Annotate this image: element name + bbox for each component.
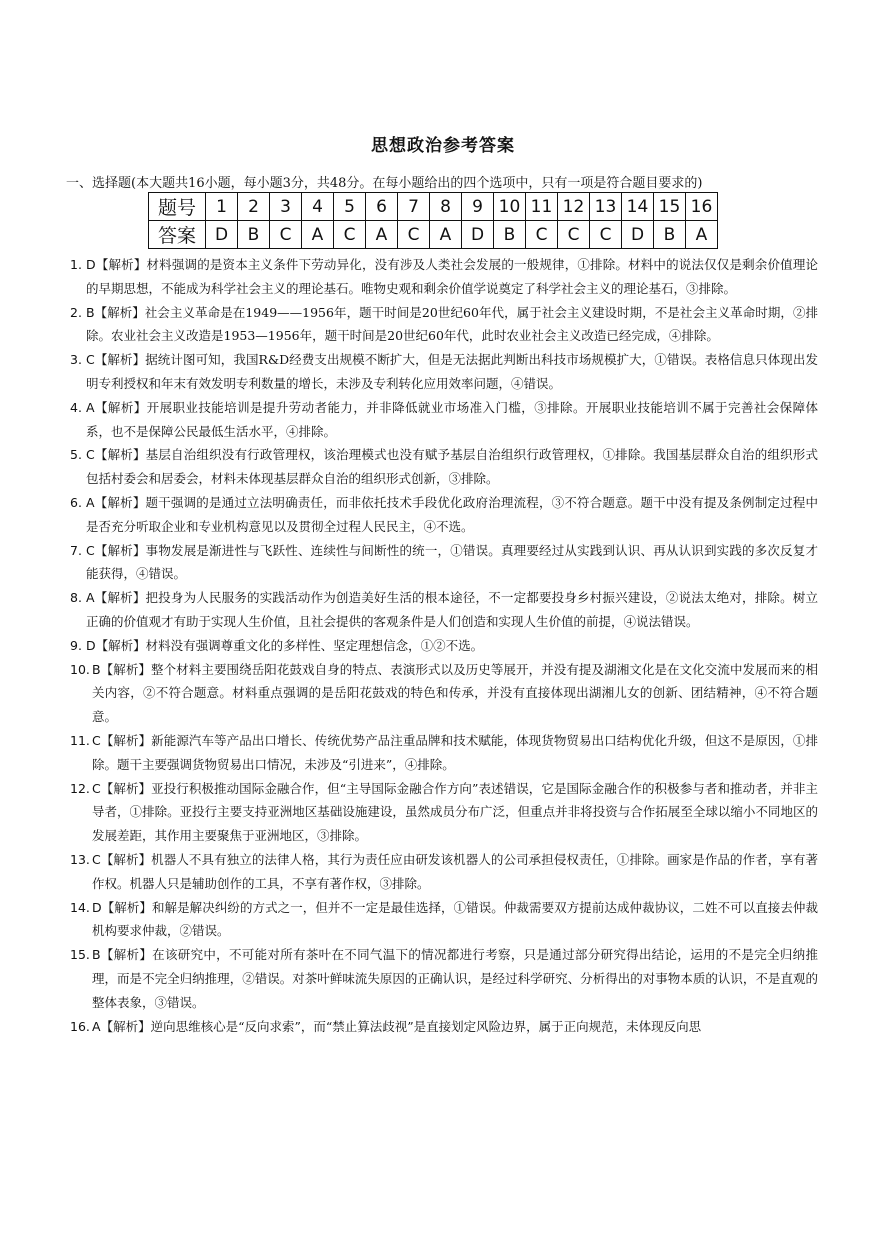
explanation-item — [70, 943, 818, 1014]
item-answer: B — [92, 661, 101, 677]
answer-cell: C — [558, 221, 590, 249]
question-number-cell: 11 — [526, 193, 558, 221]
answer-cell: A — [686, 221, 718, 249]
item-text: 【解析】逆向思维核心是“反向求索”，而“禁止算法歧视”是直接划定风险边界，属于正向规范，未体现反向思 — [100, 1018, 702, 1034]
question-number-cell: 1 — [206, 193, 238, 221]
item-number: 12. — [70, 780, 90, 796]
item-answer: A — [86, 399, 95, 415]
question-number-cell: 6 — [366, 193, 398, 221]
question-number-cell: 13 — [590, 193, 622, 221]
item-number: 11. — [70, 732, 90, 748]
item-text: 【解析】在该研究中，不可能对所有茶叶在不同气温下的情况都进行考察，只是通过部分研究得出结论，运用的不是完全归纳推理，而是不完全归纳推理，②错误。对茶叶鲜味流失原因的正确认识，是经过科学研究、分析得出的对事物本质的认识，不是直观的整体表象，③错误。 — [92, 947, 818, 1010]
row-header-number: 题号 — [149, 193, 206, 221]
item-text: 【解析】亚投行积极推动国际金融合作，但“主导国际金融合作方向”表述错误，它是国际金融合作的积极参与者和推动者，并非主导者，①排除。亚投行主要支持亚洲地区基础设施建设，虽然成员分布广泛，但重点并非将投资与合作拓展至全球以缩小不同地区的发展差距，其作用主要聚焦于亚洲地区，③排除。 — [92, 780, 818, 844]
item-answer: C — [92, 732, 101, 748]
question-number-cell: 14 — [622, 193, 654, 221]
item-answer: D — [86, 637, 96, 653]
question-number-cell: 16 — [686, 193, 718, 221]
explanation-item — [70, 443, 818, 491]
answer-cell: B — [238, 221, 270, 249]
item-answer: D — [86, 257, 96, 272]
section-heading: 一、选择题(本大题共16小题，每小题3分，共48分。在每小题给出的四个选项中，只有一项是符合题目要求的) — [66, 176, 703, 191]
item-number: 4. — [70, 399, 82, 415]
answer-cell: D — [462, 221, 494, 249]
item-answer: C — [92, 851, 101, 867]
item-number: 3. — [70, 352, 82, 368]
item-answer: B — [92, 947, 101, 963]
explanation-item — [70, 348, 818, 396]
explanation-item — [70, 539, 818, 587]
question-number-row — [149, 193, 718, 221]
question-number-cell: 9 — [462, 193, 494, 221]
item-text: 【解析】社会主义革命是在1949——1956年，题干时间是20世纪60年代，属于社会主义建设时期，不是社会主义革命时期，②排除。农业社会主义改造是1953—1956年，题干时间是20世纪60年代，此时农业社会主义改造已经完成，④排除。 — [86, 304, 818, 344]
item-number: 14. — [70, 899, 90, 915]
item-answer: A — [92, 1018, 101, 1034]
item-number: 15. — [70, 947, 90, 963]
item-text: 【解析】机器人不具有独立的法律人格，其行为责任应由研发该机器人的公司承担侵权责任，①排除。画家是作品的作者，享有著作权。机器人只是辅助创作的工具，不享有著作权，③排除。 — [92, 851, 818, 891]
explanation-item — [70, 729, 818, 777]
answer-cell: A — [302, 221, 334, 249]
question-number-cell: 2 — [238, 193, 270, 221]
explanation-item — [70, 396, 818, 444]
answer-cell: C — [590, 221, 622, 249]
answer-table — [148, 192, 718, 249]
item-number: 8. — [70, 590, 82, 606]
question-number-cell: 12 — [558, 193, 590, 221]
explanation-item — [70, 253, 818, 301]
item-answer: C — [86, 447, 95, 463]
answer-cell: C — [334, 221, 366, 249]
item-answer: C — [92, 780, 101, 796]
explanation-item — [70, 301, 818, 349]
answer-cell: A — [430, 221, 462, 249]
item-text: 【解析】题干强调的是通过立法明确责任，而非依托技术手段优化政府治理流程，③不符合题意。题干中没有提及条例制定过程中是否充分听取企业和专业机构意见以及贯彻全过程人民民主，④不选。 — [86, 494, 818, 534]
item-text: 【解析】材料没有强调尊重文化的多样性、坚定理想信念，①②不选。 — [95, 637, 484, 653]
answer-cell: D — [206, 221, 238, 249]
question-number-cell: 7 — [398, 193, 430, 221]
question-number-cell: 3 — [270, 193, 302, 221]
item-answer: A — [86, 590, 95, 606]
item-number: 10. — [70, 661, 90, 677]
question-number-cell: 10 — [494, 193, 526, 221]
item-text: 【解析】和解是解决纠纷的方式之一，但并不一定是最佳选择，①错误。仲裁需要双方提前达成仲裁协议，二姓不可以直接去仲裁机构要求仲裁，②错误。 — [92, 899, 818, 939]
answer-cell: B — [654, 221, 686, 249]
item-number: 6. — [70, 494, 82, 510]
item-text: 【解析】把投身为人民服务的实践活动作为创造美好生活的根本途径，不一定都要投身乡村振兴建设，②说法太绝对，排除。树立正确的价值观才有助于实现人生价值，且社会提供的客观条件是人们创造和实现人生价值的前提，④说法错误。 — [86, 590, 818, 629]
question-number-cell: 4 — [302, 193, 334, 221]
explanation-item — [70, 896, 818, 944]
item-number: 5. — [70, 447, 82, 463]
explanation-item — [70, 586, 818, 634]
item-text: 【解析】基层自治组织没有行政管理权，该治理模式也没有赋予基层自治组织行政管理权，①排除。我国基层群众自治的组织形式包括村委会和居委会，材料未体现基层群众自治的组织形式创新，③排除。 — [86, 447, 818, 487]
answer-cell: D — [622, 221, 654, 249]
answer-cell: A — [366, 221, 398, 249]
item-number: 7. — [70, 542, 82, 558]
answer-cell: C — [526, 221, 558, 249]
item-number: 16. — [70, 1018, 90, 1034]
page-title: 思想政治参考答案 — [371, 136, 515, 156]
answer-row — [149, 221, 718, 249]
row-header-answer: 答案 — [149, 221, 206, 249]
question-number-cell: 5 — [334, 193, 366, 221]
item-answer: B — [86, 304, 95, 320]
item-number: 1. — [70, 257, 82, 272]
explanation-item — [70, 491, 818, 539]
answer-cell: C — [398, 221, 430, 249]
item-number: 2. — [70, 304, 82, 320]
answer-cell: C — [270, 221, 302, 249]
item-text: 【解析】新能源汽车等产品出口增长、传统优势产品注重品牌和技术赋能，体现货物贸易出口结构优化升级，但这不是原因，①排除。题干主要强调货物贸易出口情况，未涉及“引进来”，④排除。 — [92, 732, 818, 772]
item-text: 【解析】据统计图可知，我国R&D经费支出规模不断扩大，但是无法据此判断出科技市场规模扩大，①错误。表格信息只体现出发明专利授权和年末有效发明专利数量的增长，未涉及专利转化应用效率问题，④错误。 — [86, 352, 818, 391]
question-number-cell: 8 — [430, 193, 462, 221]
explanation-item — [70, 848, 818, 896]
item-text: 【解析】材料强调的是资本主义条件下劳动异化，没有涉及人类社会发展的一般规律，①排除。材料中的说法仅仅是剩余价值理论的早期思想，不能成为科学社会主义的理论基石。唯物史观和剩余价值学说奠定了科学社会主义的理论基石，③排除。 — [86, 257, 818, 296]
item-answer: D — [92, 899, 102, 915]
item-answer: A — [86, 494, 95, 510]
item-text: 【解析】整个材料主要围绕岳阳花鼓戏自身的特点、表演形式以及历史等展开，并没有提及湖湘文化是在文化交流中发展而来的相关内容，②不符合题意。材料重点强调的是岳阳花鼓戏的特色和传承，并没有直接体现出湖湘儿女的创新、团结精神，④不符合题意。 — [92, 661, 818, 725]
item-number: 9. — [70, 637, 82, 653]
item-answer: C — [86, 542, 95, 558]
explanation-item — [70, 658, 818, 729]
explanation-item — [70, 1015, 818, 1039]
item-text: 【解析】事物发展是渐进性与飞跃性、连续性与间断性的统一，①错误。真理要经过从实践到认识、再从认识到实践的多次反复才能获得，④错误。 — [86, 542, 818, 582]
answer-cell: B — [494, 221, 526, 249]
item-answer: C — [86, 352, 95, 368]
explanation-item — [70, 634, 818, 658]
explanation-item — [70, 777, 818, 848]
item-text: 【解析】开展职业技能培训是提升劳动者能力，并非降低就业市场准入门槛，③排除。开展职业技能培训不属于完善社会保障体系，也不是保障公民最低生活水平，④排除。 — [86, 399, 818, 439]
explanation-list — [70, 253, 818, 1038]
item-number: 13. — [70, 851, 90, 867]
question-number-cell: 15 — [654, 193, 686, 221]
